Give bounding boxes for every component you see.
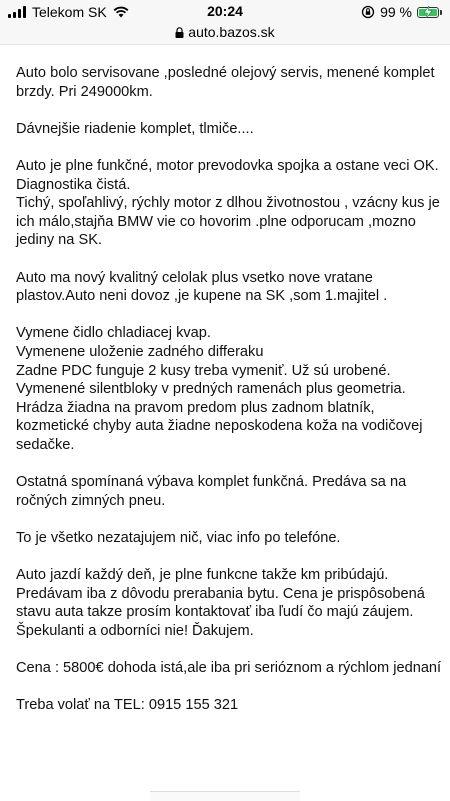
description-paragraph: Treba volať na TEL: 0915 155 321 [16, 697, 239, 714]
orientation-lock-icon [361, 5, 375, 19]
description-paragraph: Dávnejšie riadenie komplet, tlmiče.... [16, 120, 254, 137]
listing-description [16, 64, 442, 715]
browser-url-bar[interactable] [0, 24, 450, 45]
status-bar [0, 0, 450, 24]
status-right [361, 4, 442, 20]
url-text: auto.bazos.sk [188, 24, 275, 40]
lock-icon [175, 27, 184, 38]
description-paragraph: Auto jazdí každý deň, je plne funkcne takže km pribúdajú. Predávam iba z dôvodu prerabania bytu. Cena je prispôsobená stavu auta takze prosím kontaktovať iba ľudí čo majú záujem. Špekulanti a odborníci nie! Ďakujem. [16, 567, 425, 639]
description-paragraph: Auto je plne funkčné, motor prevodovka spojka a ostane veci OK. Diagnostika čistá. Tichý, spoľahlivý, rýchly motor z dlhou životnostou , vzácny kus je ich málo,stajňa BMW vie co hovorim .plne odporucam ,mozno jediny na SK. [16, 157, 440, 249]
battery-icon [417, 7, 442, 18]
description-paragraph: Cena : 5800€ dohoda istá,ale iba pri serióznom a rýchlom jednaní [16, 660, 442, 676]
charging-bolt-icon [423, 6, 433, 18]
carrier-name: Telekom SK [32, 4, 107, 20]
description-paragraph: To je všetko nezatajujem nič, viac info po telefóne. [16, 529, 341, 546]
battery-percent: 99 % [380, 4, 412, 20]
description-paragraph: Auto bolo servisovane ,posledné olejový servis, menené komplet brzdy. Pri 249000km. [16, 65, 435, 100]
description-paragraph: Vymene čidlo chladiacej kvap. Vymenene uloženie zadného differaku Zadne PDC funguje 2 kusy treba vymeniť. Už sú urobené. Vymenené silentbloky v predných ramenách plus geometria. Hrádza žiadna na pravom predom plus zadnom blatník, kozmetické chyby auta žiadne neposkodena koža na vodičovej sedačke. [16, 325, 423, 453]
description-paragraph: Ostatná spomínaná výbava komplet funkčná. Predáva sa na ročných zimných pneu. [16, 474, 407, 509]
status-time: 20:24 [207, 3, 243, 19]
description-paragraph: Auto ma nový kvalitný celolak plus vsetko nove vratane plastov.Auto neni dovoz ,je kupene na SK ,som 1.majitel . [16, 269, 388, 305]
